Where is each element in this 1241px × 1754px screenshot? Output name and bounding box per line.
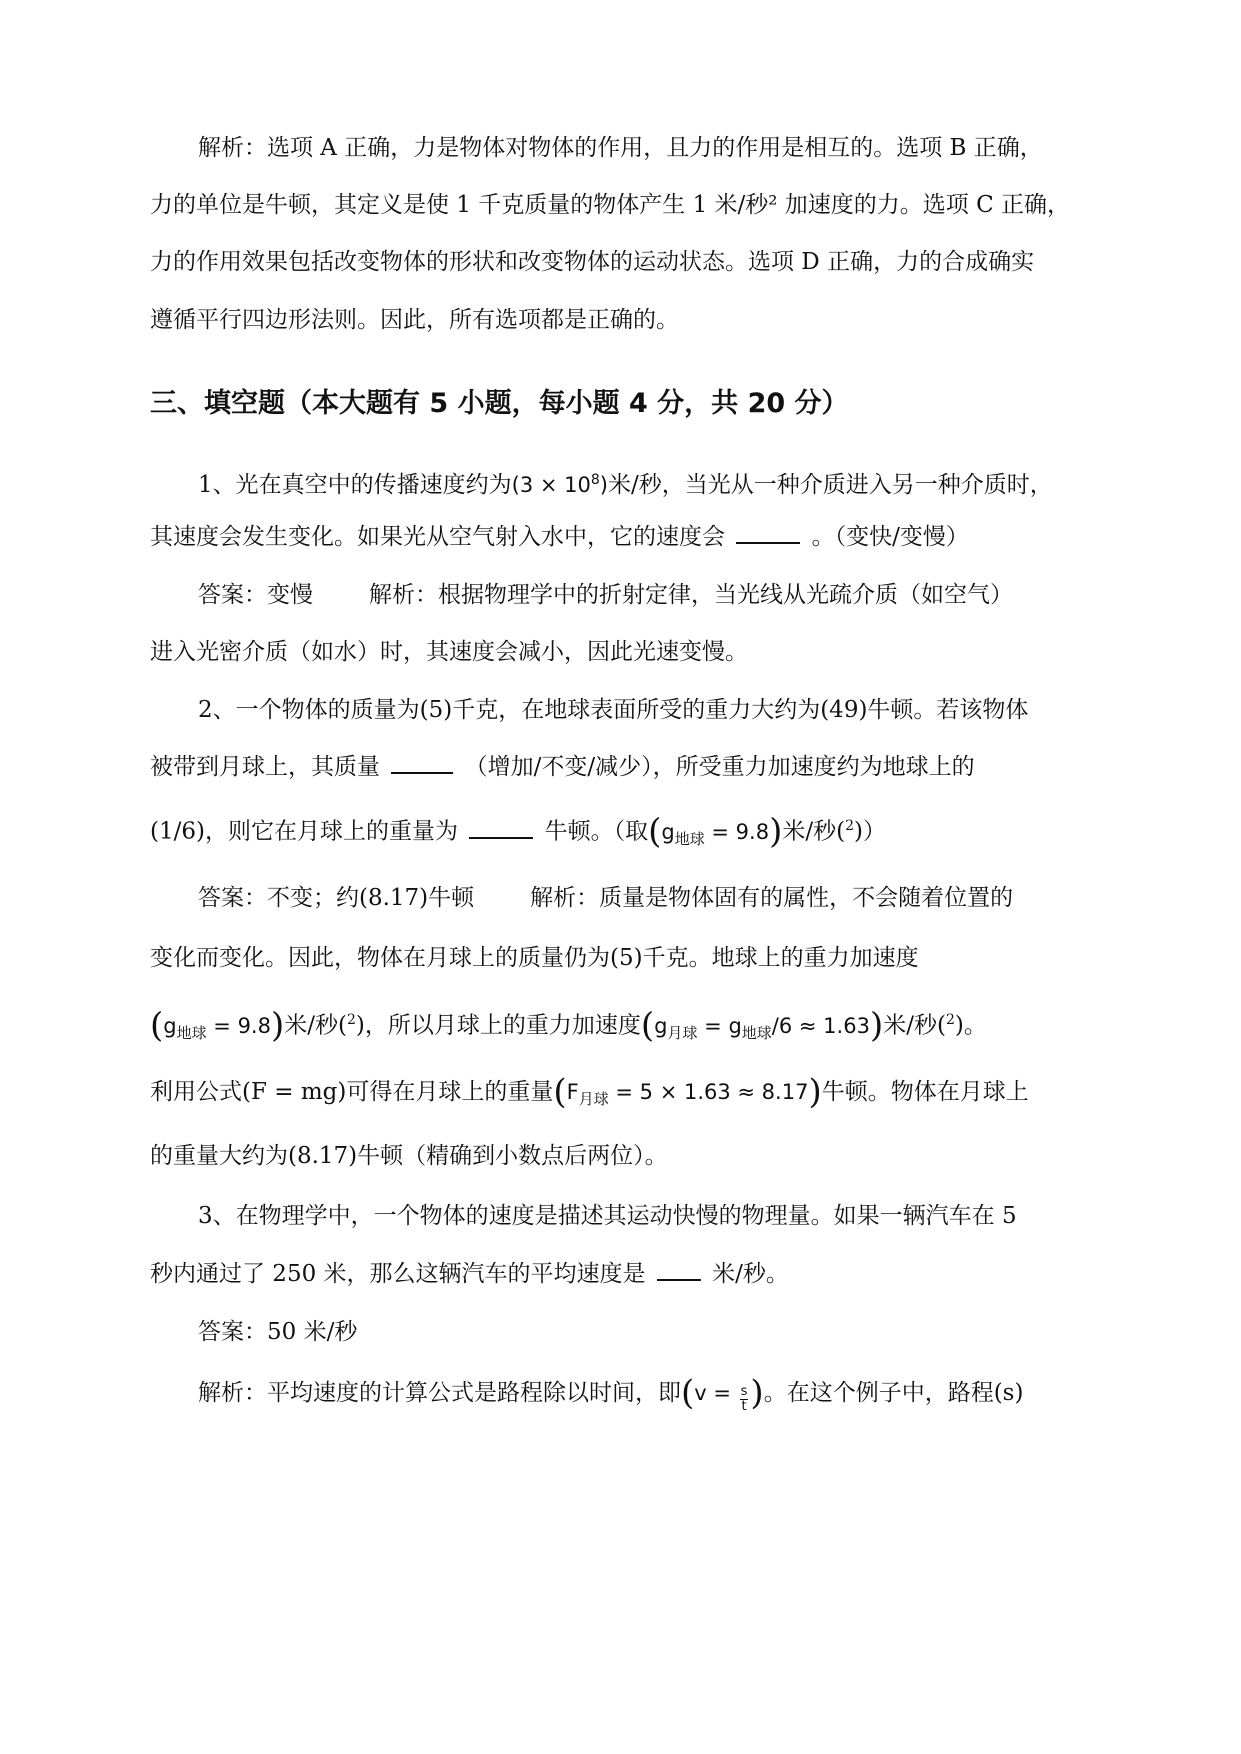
fraction-s-over-t: $\frac{s}{t}$ [740, 1384, 748, 1414]
q2-formula: $g_{地球} = 9.8$ [661, 819, 770, 848]
q2-analysis-line-5: 的重量大约为(8.17)牛顿（精确到小数点后两位）。 [150, 1143, 668, 1169]
q2-answer: 答案：不变；约(8.17)牛顿 [198, 885, 475, 911]
q2-blank-1[interactable] [391, 768, 453, 774]
q3-blank[interactable] [657, 1275, 701, 1281]
q3-line-1: 3、在物理学中，一个物体的速度是描述其运动快慢的物理量。如果一辆汽车在 5 [198, 1203, 1017, 1229]
analysis-line-3: 力的作用效果包括改变物体的形状和改变物体的运动状态。选项 D 正确，力的合成确实 [150, 249, 1035, 275]
q3-line-2: 秒内通过了 250 米，那么这辆汽车的平均速度是 米/秒。 [150, 1261, 789, 1287]
analysis-line-4: 遵循平行四边形法则。因此，所有选项都是正确的。 [150, 307, 679, 333]
q2-analysis-line-3: $(g_{地球} = 9.8)$米/秒($^2$)，所以月球上的重力加速度$(g_{月球} = g_{地球}/6 \approx 1.63)$米/秒($^2$)。 [150, 1005, 987, 1046]
analysis-line-2: 力的单位是牛顿，其定义是使 1 千克质量的物体产生 1 米/秒² 加速度的力。选项 C 正确， [150, 192, 1071, 218]
section-heading: 三、填空题（本大题有 5 小题，每小题 4 分，共 20 分） [150, 388, 849, 419]
q1-analysis-line-2: 进入光密介质（如水）时，其速度会减小，因此光速变慢。 [150, 639, 748, 665]
q2-line-2: 被带到月球上，其质量 （增加/不变/减少），所受重力加速度约为地球上的 [150, 754, 975, 780]
q2-analysis: 解析：质量是物体固有的属性，不会随着位置的 [530, 885, 1014, 911]
q3-analysis-line: 解析：平均速度的计算公式是路程除以时间，即(v = $\frac{s}{t}$ )。在这个例子中，路程(s) [198, 1373, 1024, 1414]
q1-answer: 答案：变慢 [198, 582, 313, 608]
q1-line-1 [198, 460, 1138, 505]
q1-math: $(3 \times 10^8)$ [511, 472, 608, 497]
analysis-line-1: 解析：选项 A 正确，力是物体对物体的作用，且力的作用是相互的。选项 B 正确， [198, 135, 1043, 161]
q2-answer-line [198, 878, 1138, 918]
q1-line-2: 其速度会发生变化。如果光从空气射入水中，它的速度会 。（变快/变慢） [150, 524, 969, 550]
q2-line-3: (1/6)，则它在月球上的重量为 牛顿。（取$(g_{地球} = 9.8)$米/秒($^2$)） [150, 811, 886, 852]
q1-answer-line [198, 575, 1138, 615]
q1-analysis: 解析：根据物理学中的折射定律，当光线从光疏介质（如空气） [369, 582, 1013, 608]
q2-blank-2[interactable] [469, 833, 533, 839]
q3-answer: 答案：50 米/秒 [198, 1319, 358, 1345]
q1-blank[interactable] [736, 538, 800, 544]
q1-text-a: 1、光在真空中的传播速度约为 [198, 472, 512, 498]
q1-text-b: 米/秒，当光从一种介质进入另一种介质时， [608, 472, 1053, 498]
q2-analysis-line-4: 利用公式(F = mg)可得在月球上的重量$(F_{月球} = 5 \times 1.63 \approx 8.17)$牛顿。物体在月球上 [150, 1072, 1029, 1112]
q2-line-1: 2、一个物体的质量为(5)千克，在地球表面所受的重力大约为(49)牛顿。若该物体 [198, 697, 1029, 723]
q2-analysis-line-2: 变化而变化。因此，物体在月球上的质量仍为(5)千克。地球上的重力加速度 [150, 945, 919, 971]
